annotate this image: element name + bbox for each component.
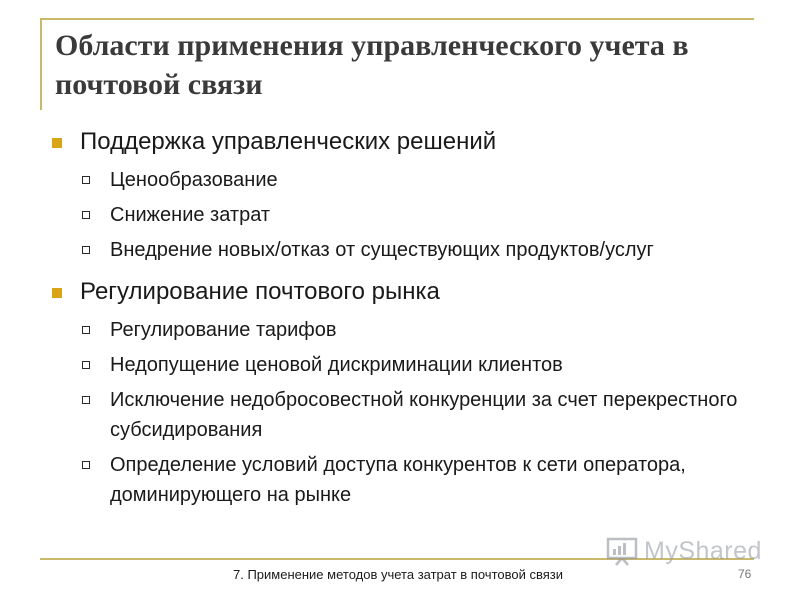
square-bullet-icon <box>52 288 62 298</box>
list-item: Исключение недобросовестной конкуренции за счет перекрестного субсидирования <box>48 385 750 445</box>
presentation-board-icon <box>606 536 638 566</box>
slide-footer: 7. Применение методов учета затрат в почтовой связи <box>233 567 563 582</box>
checkbox-bullet-icon <box>82 461 90 469</box>
list-item: Определение условий доступа конкурентов к сети оператора, доминирующего на рынке <box>48 450 750 510</box>
checkbox-bullet-icon <box>82 211 90 219</box>
left-divider <box>40 18 42 110</box>
section-heading: Поддержка управленческих решений <box>48 125 748 159</box>
list-item: Ценообразование <box>48 165 748 195</box>
list-item: Регулирование тарифов <box>48 315 748 345</box>
list-item: Снижение затрат <box>48 200 748 230</box>
slide-title: Области применения управленческого учета в почтовой связи <box>55 29 689 101</box>
section-heading: Регулирование почтового рынка <box>48 275 748 309</box>
list-item: Внедрение новых/отказ от существующих продуктов/услуг <box>48 235 670 265</box>
checkbox-bullet-icon <box>82 396 90 404</box>
top-divider <box>40 18 754 20</box>
checkbox-bullet-icon <box>82 246 90 254</box>
checkbox-bullet-icon <box>82 326 90 334</box>
checkbox-bullet-icon <box>82 176 90 184</box>
checkbox-bullet-icon <box>82 361 90 369</box>
page-number: 76 <box>738 567 752 581</box>
square-bullet-icon <box>52 138 62 148</box>
bullet-list <box>48 125 748 510</box>
watermark-logo <box>606 534 766 568</box>
watermark-text: MyShared <box>644 536 762 565</box>
list-item: Недопущение ценовой дискриминации клиентов <box>48 350 748 380</box>
